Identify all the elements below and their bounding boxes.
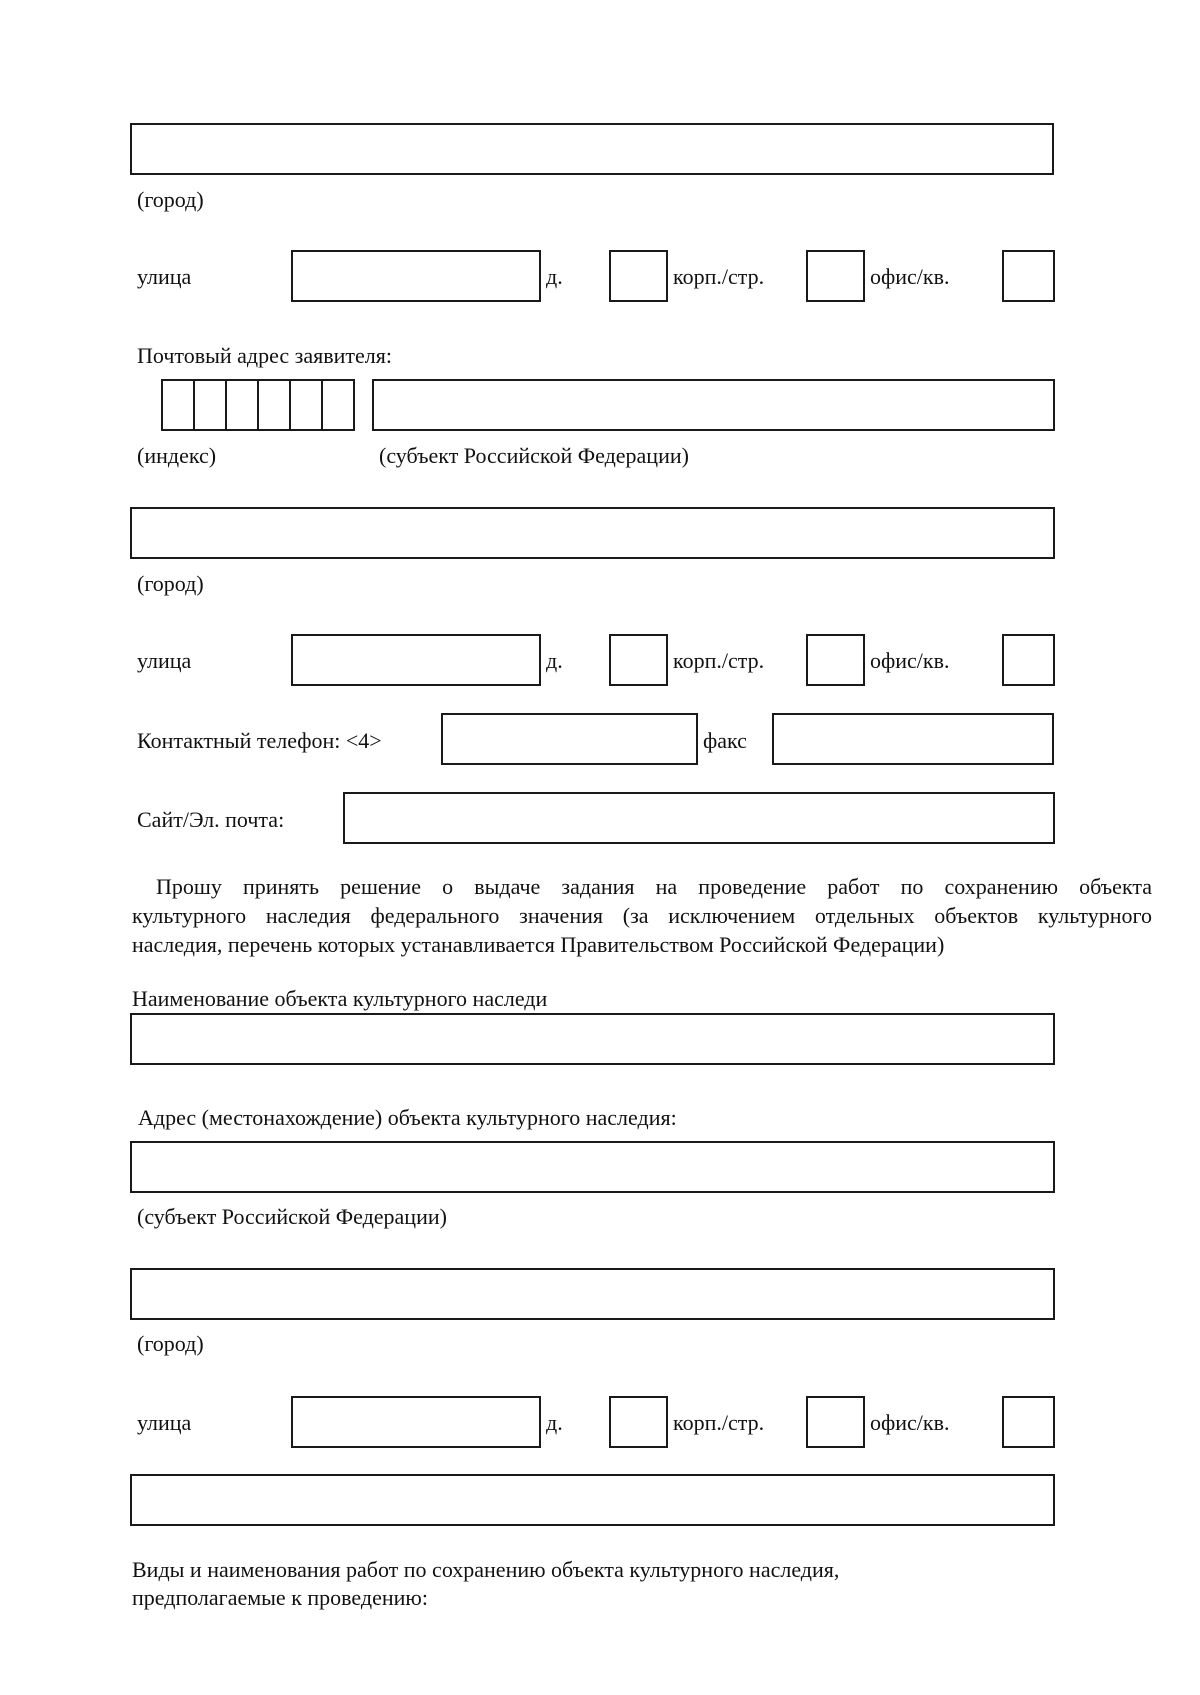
object-name-label: Наименование объекта культурного наследи	[132, 986, 548, 1011]
object-street-label: улица	[137, 1410, 192, 1435]
request-line-2: культурного наследия федерального значения (за исключением отдельных объектов культурного	[132, 903, 1152, 928]
postal-address-heading: Почтовый адрес заявителя:	[137, 343, 393, 368]
fax-label: факс	[703, 728, 747, 753]
postal-building-label: корп./стр.	[673, 648, 765, 673]
object-house-label: д.	[546, 1410, 563, 1435]
applicant-city-caption: (город)	[137, 187, 204, 212]
postal-house-field[interactable]	[609, 634, 668, 686]
phone-field[interactable]	[441, 713, 698, 765]
applicant-house-field[interactable]	[609, 250, 668, 302]
postal-city-caption: (город)	[137, 571, 204, 596]
postal-index-cell[interactable]	[227, 381, 259, 429]
postal-house-label: д.	[546, 648, 563, 673]
applicant-office-label: офис/кв.	[870, 264, 950, 289]
postal-city-field[interactable]	[130, 507, 1055, 559]
object-building-field[interactable]	[806, 1396, 865, 1448]
works-heading-line-2: предполагаемые к проведению:	[132, 1585, 428, 1610]
postal-index-cell[interactable]	[323, 381, 355, 429]
fax-field[interactable]	[772, 713, 1054, 765]
postal-index-cell[interactable]	[163, 381, 195, 429]
postal-index-caption: (индекс)	[137, 443, 217, 468]
object-address-heading: Адрес (местонахождение) объекта культурного наследия:	[138, 1105, 677, 1130]
site-email-label: Сайт/Эл. почта:	[137, 807, 285, 832]
object-name-field[interactable]	[130, 1013, 1055, 1065]
postal-subject-field[interactable]	[372, 379, 1055, 431]
postal-office-label: офис/кв.	[870, 648, 950, 673]
postal-index-cells[interactable]	[161, 379, 355, 431]
object-house-field[interactable]	[609, 1396, 668, 1448]
request-paragraph	[132, 872, 1152, 959]
postal-office-field[interactable]	[1002, 634, 1055, 686]
object-extra-address-field[interactable]	[130, 1474, 1055, 1526]
postal-index-cell[interactable]	[291, 381, 323, 429]
postal-index-cell[interactable]	[195, 381, 227, 429]
applicant-house-label: д.	[546, 264, 563, 289]
applicant-building-field[interactable]	[806, 250, 865, 302]
site-email-field[interactable]	[343, 792, 1055, 844]
postal-index-cell[interactable]	[259, 381, 291, 429]
applicant-office-field[interactable]	[1002, 250, 1055, 302]
postal-subject-caption: (субъект Российской Федерации)	[379, 443, 689, 468]
applicant-street-label: улица	[137, 264, 192, 289]
object-office-label: офис/кв.	[870, 1410, 950, 1435]
postal-building-field[interactable]	[806, 634, 865, 686]
object-office-field[interactable]	[1002, 1396, 1055, 1448]
applicant-building-label: корп./стр.	[673, 264, 765, 289]
object-subject-caption: (субъект Российской Федерации)	[137, 1204, 447, 1229]
postal-street-label: улица	[137, 648, 192, 673]
request-line-1: Прошу принять решение о выдаче задания на проведение работ по сохранению объекта	[156, 874, 1152, 899]
postal-street-field[interactable]	[291, 634, 541, 686]
applicant-city-field[interactable]	[130, 123, 1054, 175]
object-street-field[interactable]	[291, 1396, 541, 1448]
applicant-street-field[interactable]	[291, 250, 541, 302]
phone-label: Контактный телефон: <4>	[137, 728, 382, 753]
works-heading-line-1: Виды и наименования работ по сохранению объекта культурного наследия,	[132, 1557, 840, 1582]
object-city-caption: (город)	[137, 1331, 204, 1356]
object-city-field[interactable]	[130, 1268, 1055, 1320]
object-subject-field[interactable]	[130, 1141, 1055, 1193]
request-line-3: наследия, перечень которых устанавливается Правительством Российской Федерации)	[132, 932, 945, 957]
object-building-label: корп./стр.	[673, 1410, 765, 1435]
